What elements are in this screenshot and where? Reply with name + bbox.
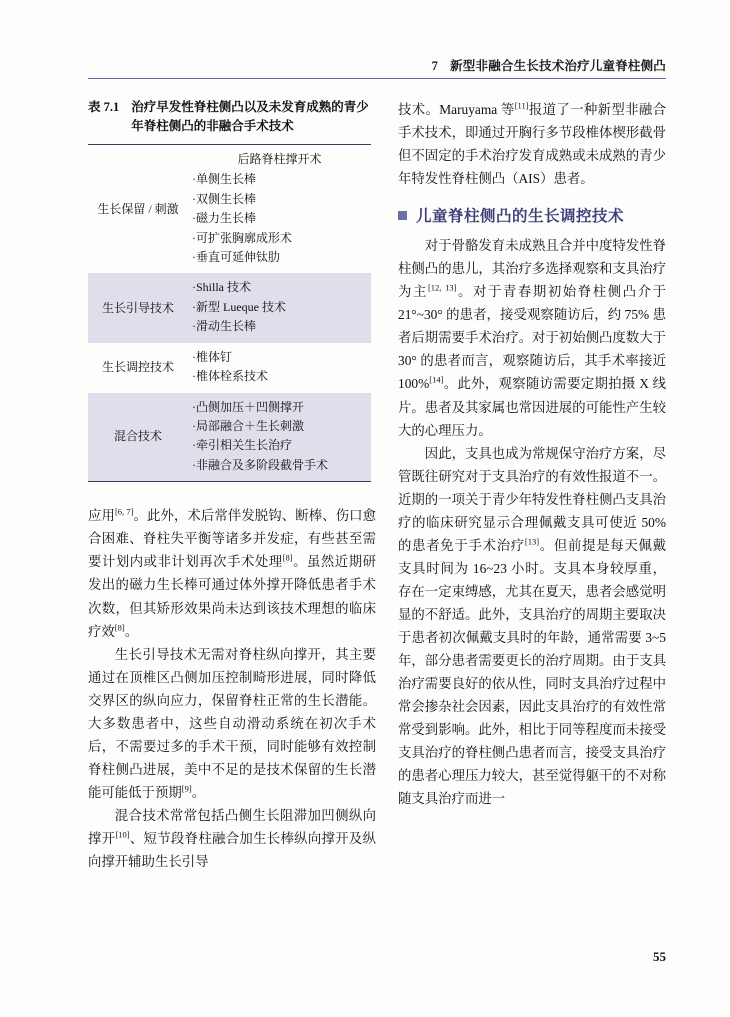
table-category: 生长保留 / 刺激 <box>88 144 188 273</box>
table-item: ·牵引相关生长治疗 <box>192 438 292 453</box>
table-item: ·垂直可延伸钛肋 <box>192 249 280 264</box>
square-bullet-icon <box>398 211 407 220</box>
table-items <box>188 393 371 482</box>
table-item: ·新型 Lueque 技术 <box>192 299 286 314</box>
header-rule <box>88 78 666 79</box>
table-item: ·椎体栓系技术 <box>192 369 268 384</box>
table-category: 混合技术 <box>88 393 188 482</box>
table-item: ·可扩张胸廓成形术 <box>192 230 292 245</box>
table-item: ·磁力生长棒 <box>192 211 256 226</box>
table-7-1 <box>88 144 371 483</box>
table-category: 生长调控技术 <box>101 360 174 375</box>
body-paragraph: 因此，支具也成为常规保守治疗方案，尽管既往研究对于支具治疗的有效性报道不一。近期的一项关于青少年特发性脊柱侧凸支具治疗的临床研究显示合理佩戴支具可使近 50% 的患者免于手术治疗[13]。但前提是每天佩戴支具时间为 16~23 小时。支具本身较厚重，存在一定束缚感，尤其在夏天，患者会感觉明显的不舒适。此外，支具治疗的周期主要取决于患者初次佩戴支具时的年龄，通常需要 3~5 年，部分患者需要更长的治疗周期。由于支具治疗需要良好的依从性，同时支具治疗过程中常会掺杂社会因素，因此支具治疗的有效性常常受到影响。此外，相比于同等程度而未接受支具治疗的脊柱侧凸患者而言，接受支具治疗的患者心理压力较大，甚至觉得躯干的不对称随支具治疗而进一 <box>398 445 667 807</box>
table-items <box>188 273 371 342</box>
table-items <box>188 144 371 273</box>
table-row <box>88 343 371 393</box>
table-caption <box>88 98 376 137</box>
table-row <box>88 393 371 482</box>
table-item: ·滑动生长棒 <box>192 319 256 334</box>
table-row <box>88 144 371 273</box>
body-paragraph: 应用[6, 7]。此外，术后常伴发脱钩、断棒、伤口愈合困难、脊柱失平衡等诸多并发症，有些甚至需要计划内或非计划再次手术处理[8]。虽然近期研发出的磁力生长棒可通过体外撑开降低患者手术次数，但其矫形效果尚未达到该技术理想的临床疗效[8]。 <box>88 506 377 639</box>
section-heading-text: 儿童脊柱侧凸的生长调控技术 <box>416 208 625 226</box>
left-column <box>88 98 376 873</box>
section-heading <box>398 204 666 226</box>
table-items <box>188 343 371 393</box>
table-label: 表 7.1 <box>88 100 120 114</box>
running-head-title: 新型非融合生长技术治疗儿童脊柱侧凸 <box>450 59 666 73</box>
running-head <box>432 56 666 74</box>
page-number: 55 <box>653 949 666 964</box>
table-item: ·非融合及多阶段截骨手术 <box>192 457 328 472</box>
table-item: ·椎体钉 <box>192 349 232 364</box>
table-category: 生长引导技术 <box>101 300 174 315</box>
body-paragraph: 技术。Maruyama 等[11]报道了一种新型非融合手术技术，即通过开胸行多节段椎体楔形截骨但不固定的手术治疗发育成熟或未成熟的青少年特发性脊柱侧凸（AIS）患者。 <box>398 100 666 187</box>
right-column <box>398 98 666 810</box>
table-item-heading: 后路脊柱撑开术 <box>237 151 322 166</box>
table-item: ·局部融合＋生长刺激 <box>192 419 304 433</box>
body-paragraph: 对于骨骼发育未成熟且合并中度特发性脊柱侧凸的患儿，其治疗多选择观察和支具治疗为主[12, 13]。对于青春期初始脊柱侧凸介于 21°~30° 的患者，接受观察随访后，约 75% 患者后期需要手术治疗。对于初始侧凸度数大于 30° 的患者而言，观察随访后，其手术率接近 100%[14]。此外，观察随访需要定期拍摄 X 线片。患者及其家属也常因进展的可能性产生较大的心理压力。 <box>398 238 666 438</box>
table-item: ·双侧生长棒 <box>192 191 256 206</box>
table-item: ·单侧生长棒 <box>192 172 256 187</box>
body-paragraph: 混合技术常常包括凸侧生长阻滞加凹侧纵向撑开[10]、短节段脊柱融合加生长棒纵向撑开及纵向撑开辅助生长引导 <box>88 807 377 870</box>
table-item: ·Shilla 技术 <box>192 280 251 295</box>
running-head-chapter-number: 7 <box>431 59 439 73</box>
table-caption-text: 治疗早发性脊柱侧凸以及未发育成熟的青少年脊柱侧凸的非融合手术技术 <box>131 100 369 134</box>
table-item: ·凸侧加压＋凹侧撑开 <box>192 399 304 414</box>
body-paragraph: 生长引导技术无需对脊柱纵向撑开，其主要通过在顶椎区凸侧加压控制畸形进展，同时降低交界区的纵向应力，保留脊柱正常的生长潜能。大多数患者中，这些自动滑动系统在初次手术后，不需要过多的手术干预，同时能够有效控制脊柱侧凸进展，美中不足的是技术保留的生长潜能可能低于预期[9]。 <box>88 646 376 800</box>
table-row <box>88 273 371 342</box>
